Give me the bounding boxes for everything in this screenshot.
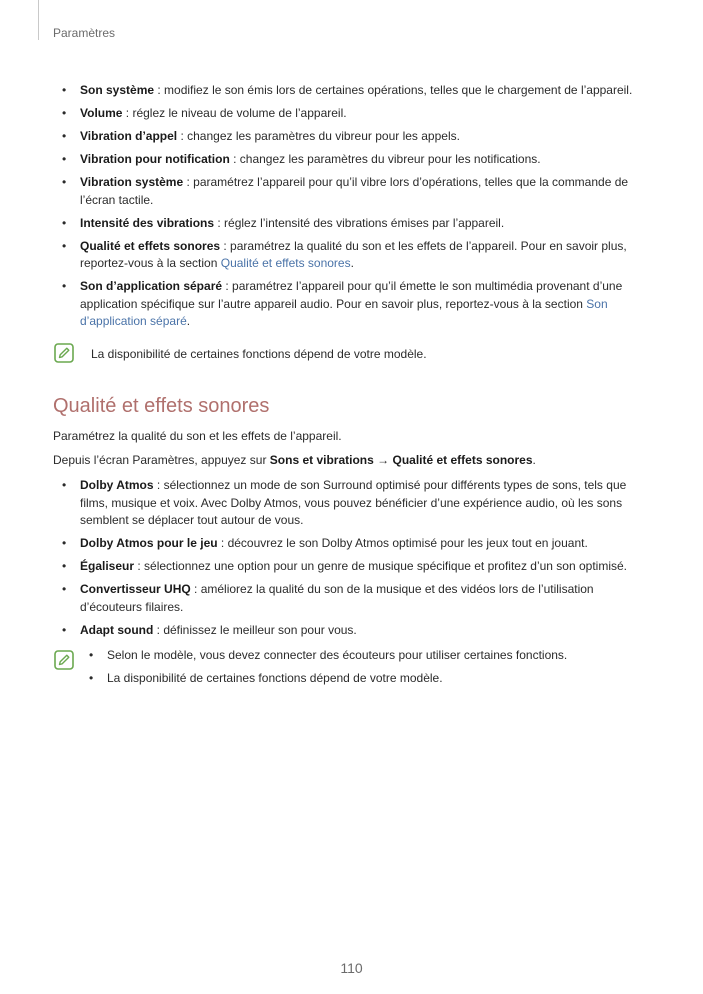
note-pencil-icon <box>54 650 74 670</box>
item-term: Volume <box>80 106 123 120</box>
cross-reference-link[interactable]: Qualité et effets sonores <box>220 256 351 270</box>
item-text-end: . <box>186 314 191 328</box>
list-item <box>54 151 654 169</box>
item-text: : sélectionnez un mode de son Surround optimisé pour différents types de sons, tels que films, musique et voix. Avec Dolby Atmos, vous pouvez bénéficier d’une expérience audio, où les sons semblent se déplacer tout autour de vous. <box>80 478 627 527</box>
item-text: : réglez le niveau de volume de l’appareil. <box>122 106 347 120</box>
item-term: Adapt sound <box>80 622 154 637</box>
list-item <box>81 670 661 688</box>
header-divider <box>38 0 39 40</box>
list-item <box>54 558 654 576</box>
navigation-path <box>53 452 536 470</box>
item-text: : changez les paramètres du vibreur pour les appels. <box>177 129 460 143</box>
sound-quality-list <box>54 477 654 645</box>
item-term: Intensité des vibrations <box>80 215 215 230</box>
list-item <box>81 647 661 665</box>
list-item <box>54 278 654 331</box>
item-text: : paramétrez l’appareil pour qu’il vibre lors d’opérations, telles que la commande de l’écran tactile. <box>80 175 629 207</box>
item-term: Égaliseur <box>80 559 135 573</box>
note-item-text: La disponibilité de certaines fonctions dépend de votre modèle. <box>107 671 443 685</box>
list-item <box>54 238 654 273</box>
item-text: : sélectionnez une option pour un genre de musique spécifique et profitez d’un son optimisé. <box>134 559 628 573</box>
note-item-text: Selon le modèle, vous devez connecter des écouteurs pour utiliser certaines fonctions. <box>107 648 568 662</box>
list-item <box>54 581 654 616</box>
item-text-end: . <box>350 256 354 270</box>
note-pencil-icon <box>54 343 74 363</box>
path-step: Sons et vibrations <box>269 453 374 467</box>
item-term: Convertisseur UHQ <box>80 582 191 596</box>
page-number: 110 <box>340 960 363 976</box>
cross-reference-link[interactable]: Son d’application séparé <box>80 296 608 328</box>
list-item <box>54 82 654 100</box>
item-term: Dolby Atmos pour le jeu <box>80 536 218 550</box>
item-term: Son d’application séparé <box>80 279 223 293</box>
list-item <box>54 477 654 530</box>
item-text: : définissez le meilleur son pour vous. <box>153 622 357 637</box>
running-header: Paramètres <box>53 26 116 40</box>
item-text: : paramétrez l’appareil pour qu’il émette le son multimédia provenant d’une application spécifique sur l’autre appareil audio. Pour en savoir plus, reportez-vous à la section <box>80 279 623 311</box>
item-text: : améliorez la qualité du son de la musique et des vidéos lors de l’utilisation d’écouteurs filaires. <box>80 582 594 614</box>
item-text: : découvrez le son Dolby Atmos optimisé pour les jeux tout en jouant. <box>217 536 588 550</box>
arrow-icon: → <box>373 453 393 467</box>
note-text: La disponibilité de certaines fonctions dépend de votre modèle. <box>91 347 427 361</box>
item-term: Son système <box>80 83 155 97</box>
item-term: Dolby Atmos <box>80 478 154 492</box>
item-term: Qualité et effets sonores <box>80 238 221 253</box>
list-item <box>54 105 654 123</box>
list-item <box>54 535 654 553</box>
item-term: Vibration d’appel <box>80 129 178 143</box>
item-text: : changez les paramètres du vibreur pour les notifications. <box>229 152 541 166</box>
list-item <box>54 128 654 146</box>
path-step: Qualité et effets sonores <box>392 453 533 467</box>
item-text: : modifiez le son émis lors de certaines opérations, telles que le chargement de l’appareil. <box>154 83 633 97</box>
list-item <box>54 622 654 640</box>
path-suffix: . <box>532 453 536 467</box>
list-item <box>54 215 654 233</box>
item-text: : paramétrez la qualité du son et les effets de l’appareil. Pour en savoir plus, reportez-vous à la section <box>80 238 627 270</box>
section-title: Qualité et effets sonores <box>53 395 270 417</box>
list-item <box>54 174 654 209</box>
section-intro: Paramétrez la qualité du son et les effets de l’appareil. <box>53 429 342 443</box>
settings-list <box>54 82 654 336</box>
item-term: Vibration pour notification <box>80 152 230 166</box>
item-term: Vibration système <box>80 175 184 189</box>
note-list <box>81 647 661 693</box>
path-prefix: Depuis l’écran Paramètres, appuyez sur <box>53 453 270 467</box>
item-text: : réglez l’intensité des vibrations émises par l’appareil. <box>214 215 505 230</box>
